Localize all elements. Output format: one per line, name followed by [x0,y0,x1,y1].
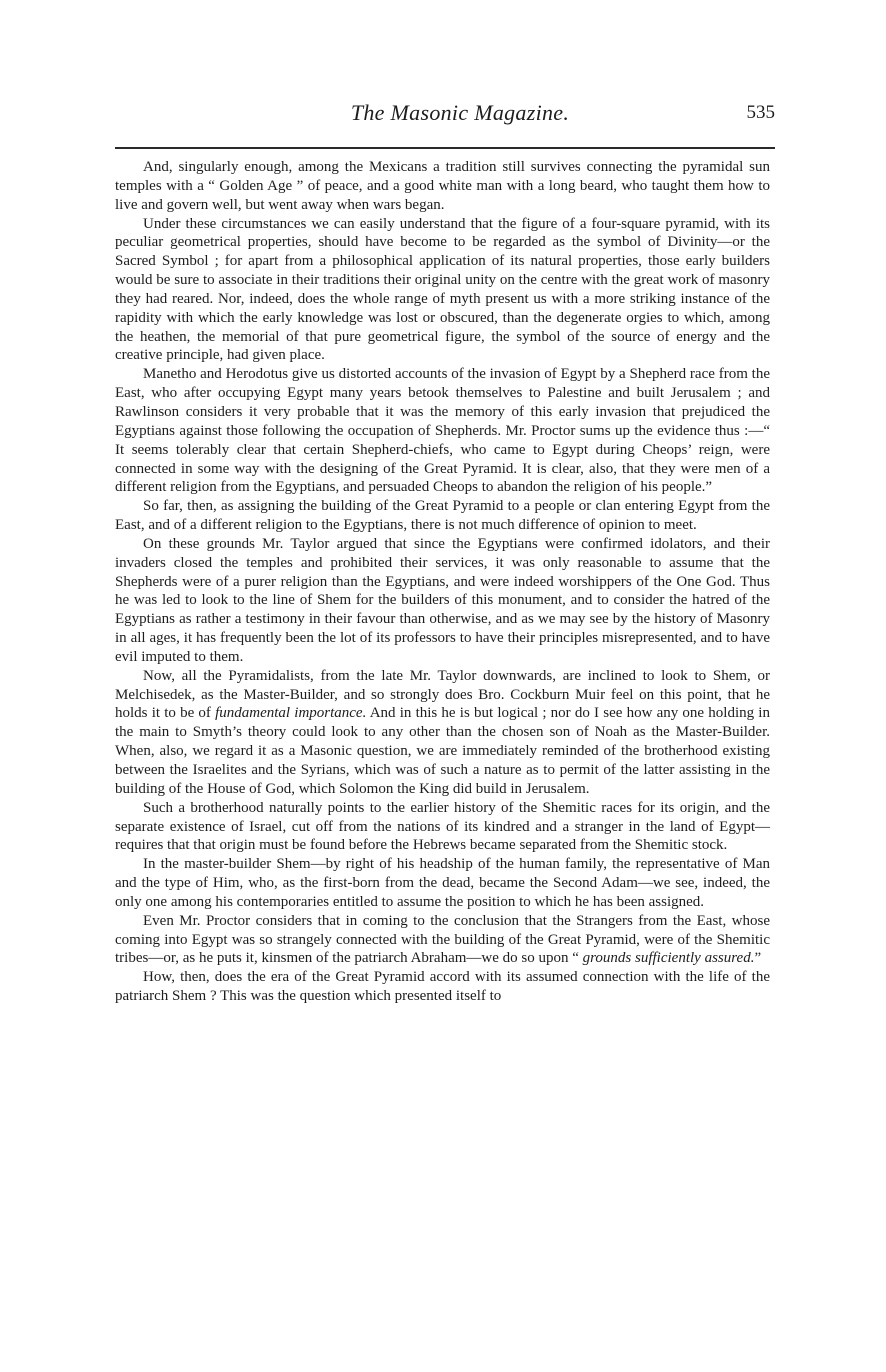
paragraph-era-question: How, then, does the era of the Great Pyramid accord with its assumed connection with the life of the patriarch Shem ? This was the question which presented itself to [115,969,770,1005]
paragraph-proctor-strangers [115,912,770,969]
paragraph-assigning-building: So far, then, as assigning the building of the Great Pyramid to a people or clan entering Egypt from the East, and of a different religion to the Egyptians, there is not much difference of opinion to meet. [115,498,770,534]
paragraph-text: Now, all the Pyramidalists, from the late Mr. Taylor downwards, are inclined to look to Shem, or Melchisedek, as the Master-Builder, and so strongly does Bro. Cockburn Muir feel on this point, that he holds it to be of [115,667,770,722]
paragraph-sacred-symbol: Under these circumstances we can easily understand that the figure of a four-square pyramid, with its peculiar geometrical properties, should have become to be regarded as the symbol of Divinity—or the Sacred Symbol ; for apart from a philosophical application of its natural properties, those early builders would be sure to associate in their traditions their original unity on the centre with the great work of masonry they had reared. Nor, indeed, does the whole range of myth present us with a more striking instance of the rapidity with which the early knowledge was lost or obscured, than the degenerate orgies to which, among the heathen, the memorial of that pure geometrical figure, the symbol of the source of energy and the creative principle, had given place. [115,215,770,364]
paragraph-text: ” [754,950,762,967]
emphasis-text: grounds sufficiently assured. [582,950,755,967]
running-header [115,100,775,132]
paragraph-shepherd-invasion: Manetho and Herodotus give us distorted accounts of the invasion of Egypt by a Shepherd race from the East, who after occupying Egypt many years betook themselves to Palestine and built Jerusalem ; and Rawlinson considers it very probable that it was the memory of this early invasion that prejudiced the Egyptians against those following the occupation of Shepherds. Mr. Proctor sums up the evidence thus :—“ It seems tolerably clear that certain Shepherd-chiefs, who came to Egypt during Cheops’ reign, were connected in some way with the designing of the Great Pyramid. It is clear, also, that they were men of a different religion from the Egyptians, and persuaded Cheops to abandon the religion of his people.” [115,366,770,496]
emphasis-text: fundamental importance. [215,705,367,722]
running-title: The Masonic Magazine. [350,100,570,125]
page-number: 535 [746,102,775,123]
paragraph-text: And in this he is but logical ; nor do I see how any one holding in the main to Smyth’s theory could look to any other than the chosen son of Noah as the Master-Builder. When, also, we regard it as a Masonic question, we are immediately reminded of the brotherhood existing between the Israelites and the Syrians, which was of such a nature as to permit of the latter assisting in the building of the House of God, which Solomon the King did build in Jerusalem. [115,705,770,797]
paragraph-pyramidalists [115,667,770,799]
paragraph-mexican-tradition: And, singularly enough, among the Mexicans a tradition still survives connecting the pyramidal sun temples with a “ Golden Age ” of peace, and a good white man with a long beard, who taught them how to live and govern well, but went away when wars began. [115,159,770,213]
header-rule [115,147,775,149]
paragraph-brotherhood: Such a brotherhood naturally points to the earlier history of the Shemitic races for its origin, and the separate existence of Israel, cut off from the nations of its kindred and a stranger in the land of Egypt—requires that that origin must be found before the Hebrews became separated from the Shemitic stock. [115,799,770,854]
paragraph-text: Even Mr. Proctor considers that in coming to the conclusion that the Strangers from the East, whose coming into Egypt was so strangely connected with the building of the Great Pyramid, were of the Shemitic tribes—or, as he puts it, kinsmen of the patriarch Abraham—we do so upon “ [115,912,770,967]
article-body [115,158,770,1006]
paragraph-taylor-argument: On these grounds Mr. Taylor argued that since the Egyptians were confirmed idolators, and their invaders closed the temples and prohibited their services, it was only reasonable to assume that the Shepherds were of a purer religion than the Egyptians, and were indeed worshippers of the One God. Thus he was led to look to the line of Shem for the builders of this monument, and to consider the hatred of the Egyptians as rather a testimony in their favour than otherwise, and as we may see by the history of Masonry in all ages, it has frequently been the lot of its professors to have their principles misrepresented, and to have evil imputed to them. [115,535,770,665]
paragraph-master-builder-shem: In the master-builder Shem—by right of his headship of the human family, the representative of Man and the type of Him, who, as the first-born from the dead, became the Second Adam—we see, indeed, the only one among his contemporaries entitled to assume the position to which he has been assigned. [115,856,770,910]
